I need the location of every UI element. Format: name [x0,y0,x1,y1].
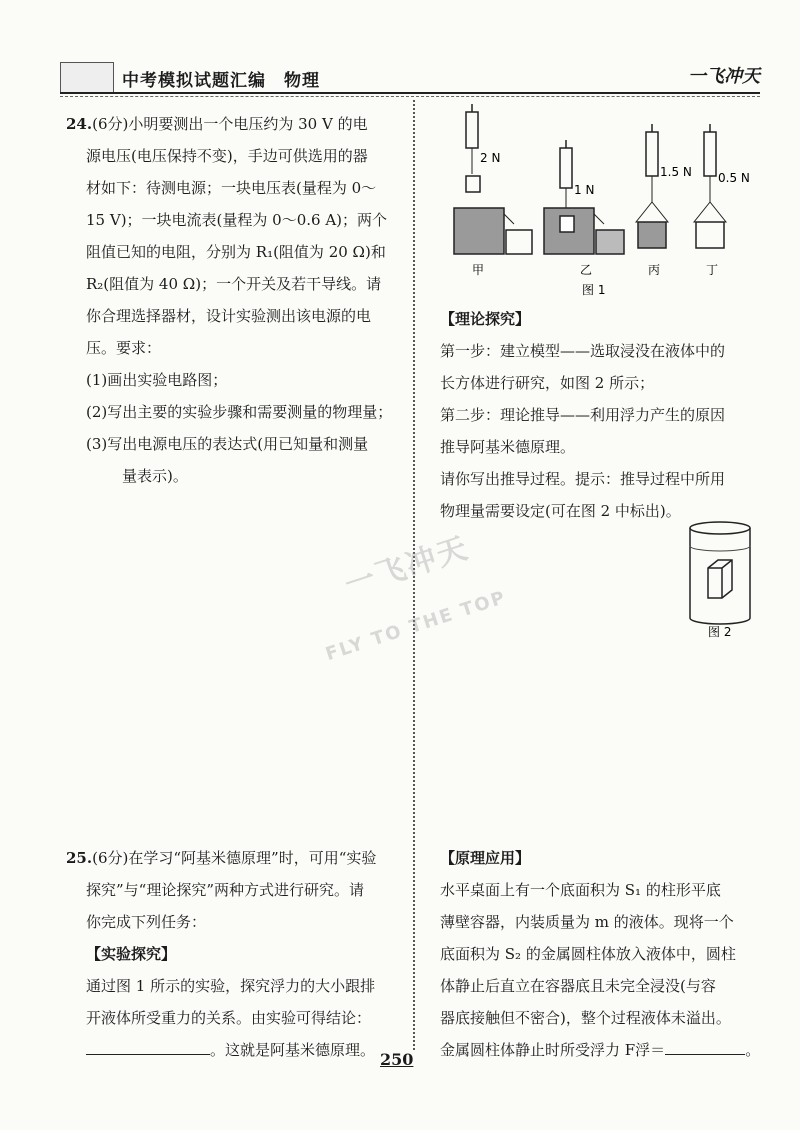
q24-line: 你合理选择器材，设计实验测出该电源的电 [86,307,372,325]
q25-line: (6分)在学习“阿基米德原理”时，可用“实验 [92,849,377,867]
q24-line: 压。要求： [86,339,162,357]
force-label-jia: 2 N [480,151,501,165]
q25-line: 探究”与“理论探究”两种方式进行研究。请 [86,881,365,899]
theory-line: 请你写出推导过程。提示：推导过程中所用 [440,470,726,488]
force-label-bing: 1.5 N [660,165,692,179]
q24-line: R₂(阻值为 40 Ω)；一个开关及若干导线。请 [86,275,382,293]
question-24 [66,108,404,492]
answer-blank[interactable] [148,1036,210,1055]
apparatus-ding [694,124,726,248]
force-label-ding: 0.5 N [718,171,750,185]
application-heading: 【原理应用】 [440,849,531,867]
theory-line: 第一步：建立模型——选取浸没在液体中的 [440,342,726,360]
figure-1-caption: 图 1 [582,283,606,297]
figure-2-caption: 图 2 [708,625,732,639]
brand-name: 一飞冲天 [688,66,760,87]
header-rule [60,92,760,94]
q24-line: 阻值已知的电阻，分别为 R₁(阻值为 20 Ω)和 [86,243,386,261]
book-logo [60,62,114,94]
experiment-tail: 。这就是阿基米德原理。 [210,1041,376,1059]
apparatus-label-ding: 丁 [706,263,719,277]
apparatus-yi [544,140,624,254]
figure-1 [440,104,770,300]
page-number: 250 [380,1050,414,1069]
apparatus-bing [636,124,668,248]
theory-line: 推导阿基米德原理。 [440,438,576,456]
experiment-line: 通过图 1 所示的实验，探究浮力的大小跟排 [86,977,376,995]
apparatus-label-jia: 甲 [472,263,485,277]
force-label-yi: 1 N [574,183,595,197]
q24-requirement-1: (1)画出实验电路图； [86,371,228,389]
q25-line: 你完成下列任务： [86,913,207,931]
application-line: 器底接触但不密合)，整个过程液体未溢出。 [440,1009,731,1027]
question-number: 25. [66,849,93,867]
q24-line: 材如下：待测电源；一块电压表(量程为 0～ [86,179,377,197]
buoyancy-prompt: 金属圆柱体静止时所受浮力 F浮＝ [440,1041,666,1059]
application-line: 体静止后直立在容器底且未完全浸没(与容 [440,977,716,995]
q24-requirement-2: (2)写出主要的实验步骤和需要测量的物理量； [86,403,393,421]
application-line: 水平桌面上有一个底面积为 S₁ 的柱形平底 [440,881,721,899]
apparatus-jia [454,104,532,254]
q24-requirement-3-cont: 量表示)。 [122,467,188,485]
book-title: 中考模拟试题汇编 物理 [122,71,320,91]
application-line: 底面积为 S₂ 的金属圆柱体放入液体中，圆柱 [440,945,736,963]
application-end: 。 [745,1041,761,1059]
q24-line: (6分)小明要测出一个电压约为 30 V 的电 [92,115,368,133]
q24-line: 源电压(电压保持不变)，手边可供选用的器 [86,147,368,165]
theory-line: 长方体进行研究，如图 2 所示； [440,374,655,392]
question-25 [66,842,404,1066]
question-number: 24. [66,115,93,133]
experiment-heading: 【实验探究】 [86,945,177,963]
application-line: 薄壁容器，内装质量为 m 的液体。现将一个 [440,913,734,931]
figure-2 [680,518,760,642]
apparatus-label-bing: 丙 [648,263,661,277]
theory-line: 第二步：理论推导——利用浮力产生的原因 [440,406,726,424]
answer-blank[interactable] [665,1036,745,1055]
answer-blank[interactable] [86,1036,148,1055]
watermark-cn: 一飞冲天 [340,530,474,604]
apparatus-label-yi: 乙 [580,263,593,277]
q24-requirement-3: (3)写出电源电压的表达式(用已知量和测量 [86,435,369,453]
theory-heading: 【理论探究】 [440,310,531,328]
application-section [440,842,762,1066]
q24-line: 15 V)；一块电流表(量程为 0～0.6 A)；两个 [86,211,388,229]
theory-line: 物理量需要设定(可在图 2 中标出)。 [440,502,681,520]
watermark [281,507,559,733]
theory-section [440,303,762,527]
header-rule-dashed [60,96,760,97]
experiment-line: 开液体所受重力的关系。由实验可得结论： [86,1009,372,1027]
watermark-en: FLY TO THE TOP [323,586,510,666]
